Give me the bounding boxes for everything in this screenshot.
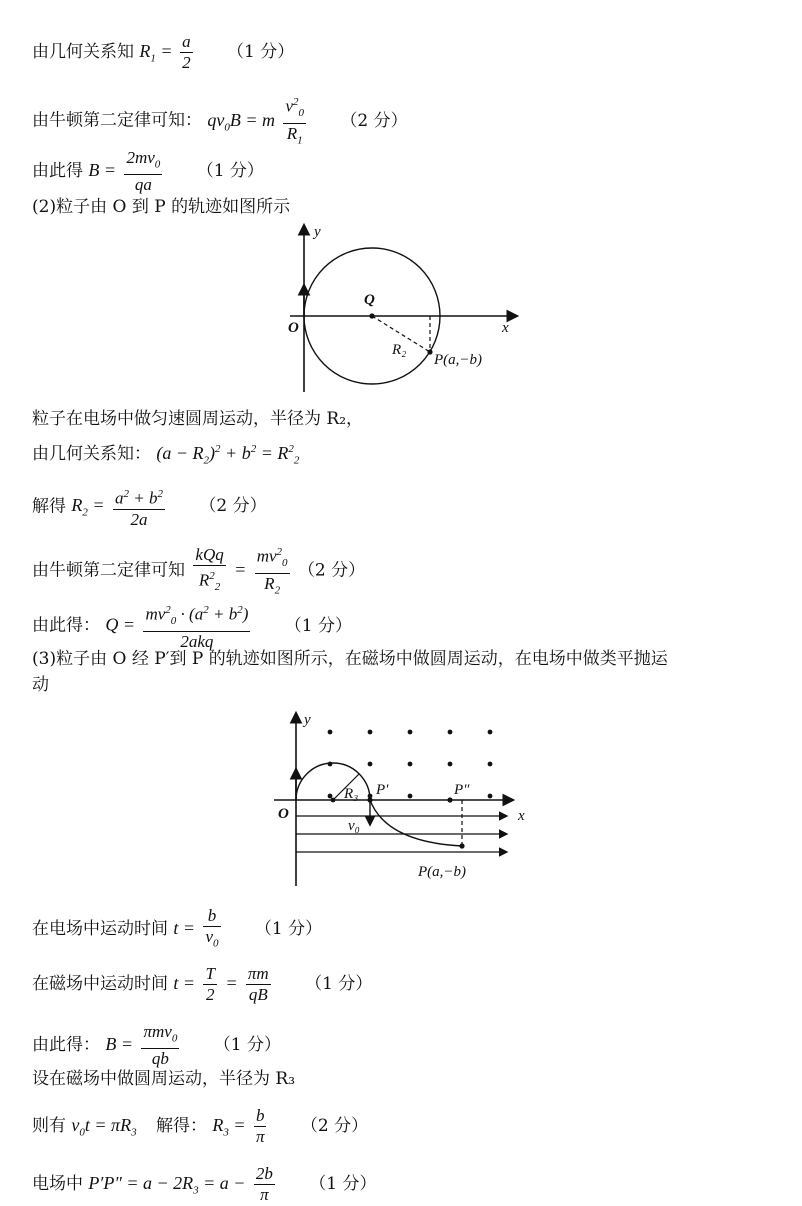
formula: B = bbox=[88, 160, 117, 181]
eq-line-7 bbox=[32, 484, 267, 530]
section-3-heading-cont bbox=[32, 674, 49, 696]
point-label: P(a,−b) bbox=[418, 864, 467, 880]
text: 由几何关系知： bbox=[32, 444, 151, 464]
text: 由此得 bbox=[32, 161, 83, 182]
eq-line-12 bbox=[32, 906, 322, 953]
text: 由牛顿第二定律可知： bbox=[32, 110, 202, 131]
semicircle-path bbox=[296, 763, 370, 800]
section-3-heading bbox=[32, 648, 668, 670]
formula: $(a - R_2)^2 + b^2 = R^2_2$ bbox=[156, 443, 300, 467]
score: （1 分） bbox=[284, 615, 353, 636]
eq-line-13: 在磁场中运动时间 t = $\frac{T}{2}$ = $\frac{\pi m}{qB}$ （1 分） bbox=[32, 964, 373, 1004]
fraction: $\frac{a}{2}$ bbox=[182, 32, 191, 72]
y-label: y bbox=[314, 224, 321, 240]
text-mid: 解得： bbox=[155, 1116, 207, 1136]
text: 由此得： bbox=[32, 615, 100, 636]
formula: Q = bbox=[105, 614, 136, 635]
fraction: $\frac{2mv_0}{qa}$ bbox=[126, 148, 161, 195]
point-p bbox=[459, 843, 464, 848]
fraction: $\frac{v^2_0}{R_1}$ bbox=[283, 92, 306, 150]
text: 由此得： bbox=[32, 1035, 100, 1056]
formula: t = bbox=[173, 973, 196, 993]
eq-line-9 bbox=[32, 600, 352, 652]
fraction: $\frac{\pi mv_0}{qb}$ bbox=[143, 1022, 178, 1069]
eq-line-16 bbox=[32, 1106, 368, 1147]
text: 则有 bbox=[32, 1116, 66, 1136]
score: （2 分） bbox=[297, 560, 366, 581]
fraction-1: $\frac{T}{2}$ bbox=[205, 964, 215, 1004]
text: (3)粒子由 O 经 P′到 P 的轨迹如图所示，在磁场中做圆周运动，在电场中做类平抛运 bbox=[32, 649, 668, 669]
formula: $P'P'' = a - 2R_3 = a$ − bbox=[88, 1173, 246, 1197]
eq-line-6 bbox=[32, 438, 299, 472]
formula-2: $R_3$ = bbox=[212, 1115, 246, 1139]
origin-label: O bbox=[288, 320, 299, 336]
eq-line-14 bbox=[32, 1022, 281, 1069]
score: （2 分） bbox=[340, 110, 408, 131]
eq-line-3 bbox=[32, 148, 264, 195]
score: （1 分） bbox=[213, 1035, 281, 1056]
fraction-left: $\frac{\text{kQq}}{R^2_2}$ bbox=[195, 545, 224, 594]
score: （1 分） bbox=[254, 919, 323, 940]
text: 设在磁场中做圆周运动，半径为 R₃ bbox=[32, 1069, 296, 1089]
y-label: y bbox=[304, 712, 311, 728]
point-p2 bbox=[447, 797, 452, 802]
score: （2 分） bbox=[199, 496, 267, 517]
text: 粒子在电场中做匀速圆周运动，半径为 R₂， bbox=[32, 409, 364, 429]
x-label: x bbox=[502, 320, 509, 336]
formula: $R_1$ = bbox=[139, 41, 178, 65]
figure-orbit-magnetic bbox=[268, 708, 538, 892]
parabola-path bbox=[370, 800, 462, 846]
text: 在电场中运动时间 bbox=[32, 919, 168, 940]
text-line-15 bbox=[32, 1068, 295, 1090]
center-label: Q bbox=[364, 292, 375, 308]
text: 由几何关系知 bbox=[32, 42, 134, 62]
fraction-right: $\frac{mv^2_0}{R_2}$ bbox=[255, 542, 290, 600]
score: （1 分） bbox=[196, 161, 264, 182]
score: （2 分） bbox=[300, 1116, 369, 1136]
radius-label: R₂ bbox=[392, 342, 407, 358]
p2-label: P″ bbox=[454, 782, 470, 798]
velocity-label: v₀ bbox=[348, 818, 360, 834]
formula: $v_0t = \pi R_3$ bbox=[71, 1115, 137, 1139]
formula: B = bbox=[105, 1034, 134, 1055]
text: 在磁场中运动时间 bbox=[32, 974, 168, 994]
formula: $R_2$ = bbox=[71, 495, 105, 519]
eq-line-1 bbox=[32, 32, 294, 73]
figure-orbit-electric bbox=[284, 220, 524, 398]
score: （1 分） bbox=[305, 974, 373, 994]
score: （1 分） bbox=[309, 1174, 377, 1194]
origin-label: O bbox=[278, 806, 289, 822]
text: 解得 bbox=[32, 496, 66, 517]
fraction: $\frac{b}{v_0}$ bbox=[205, 906, 219, 950]
formula: t = bbox=[173, 918, 196, 939]
eq-line-8: 由牛顿第二定律可知 $\frac{\text{kQq}}{R^2_2}$ = $\frac{mv^2_0}{R_2}$ （2 分） bbox=[32, 542, 365, 600]
center-dot bbox=[331, 798, 336, 803]
text-line-5 bbox=[32, 408, 363, 430]
text: 电场中 bbox=[32, 1174, 83, 1194]
eq-line-17 bbox=[32, 1164, 376, 1205]
formula: $qv_0B = m$ bbox=[207, 109, 276, 134]
fraction: $\frac{a^2 + b^2}{2a}$ bbox=[113, 484, 165, 530]
text: 由牛顿第二定律可知 bbox=[32, 560, 185, 581]
text: (2)粒子由 O 到 P 的轨迹如图所示 bbox=[32, 197, 291, 217]
radius-label: R₃ bbox=[344, 786, 359, 802]
x-label: x bbox=[518, 808, 525, 824]
score: （1 分） bbox=[226, 42, 295, 62]
section-2-heading bbox=[32, 196, 290, 218]
text: 动 bbox=[32, 675, 49, 695]
fraction-2: $\frac{\pi m}{qB}$ bbox=[247, 964, 269, 1004]
point-p bbox=[427, 349, 432, 354]
eq-line-2 bbox=[32, 92, 408, 150]
fraction: $\frac{2b}{\pi}$ bbox=[255, 1164, 273, 1204]
fraction: $\frac{mv^2_0 \cdot (a^2 + b^2)}{\text{2akq}}$ bbox=[143, 600, 250, 652]
p1-label: P′ bbox=[376, 782, 389, 798]
point-label: P(a,−b) bbox=[434, 352, 483, 368]
fraction: $\frac{b}{\pi}$ bbox=[255, 1106, 265, 1146]
